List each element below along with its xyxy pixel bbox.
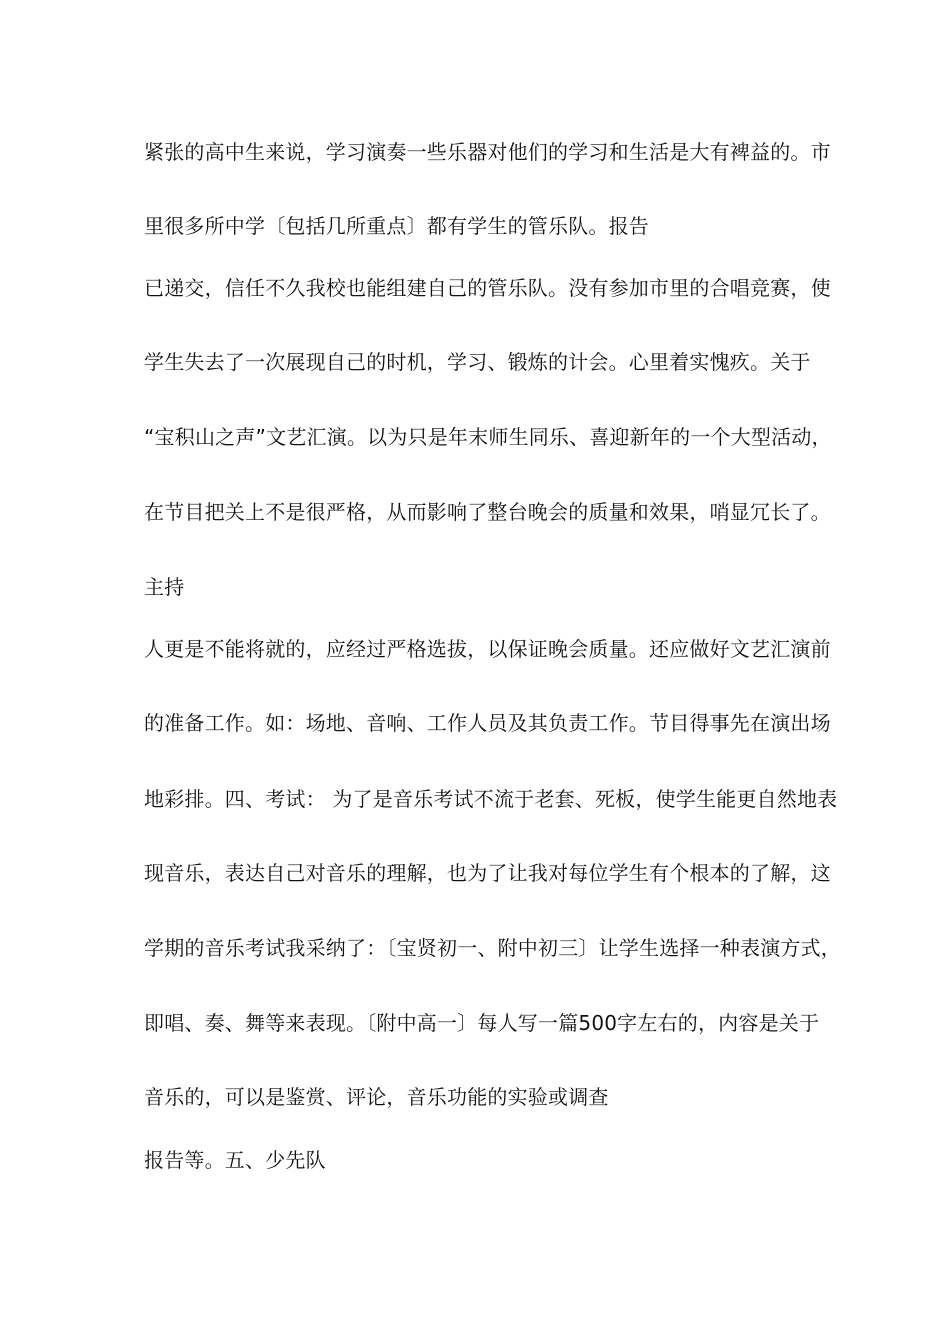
body-text-line: 现音乐，表达自己对音乐的理解，也为了让我对每位学生有个根本的了解，这 xyxy=(144,861,831,885)
body-text-line: 即唱、奏、舞等来表现。〔附中高一〕每人写一篇500字左右的，内容是关于 xyxy=(144,1011,820,1035)
body-text-line: 学生失去了一次展现自己的时机，学习、锻炼的计会。心里着实愧疚。关于 xyxy=(144,350,811,374)
body-text-line: 主持 xyxy=(144,575,185,599)
body-text-line: 里很多所中学〔包括几所重点〕都有学生的管乐队。报告 xyxy=(144,214,649,238)
body-text-line: 的准备工作。如：场地、音响、工作人员及其负责工作。节目得事先在演出场 xyxy=(144,711,831,735)
body-text-line: 音乐的，可以是鉴赏、评论，音乐功能的实验或调查 xyxy=(144,1085,609,1109)
body-text-line: 报告等。五、少先队 xyxy=(144,1148,326,1172)
body-text-line: 人更是不能将就的，应经过严格选拔，以保证晚会质量。还应做好文艺汇演前 xyxy=(144,637,831,661)
body-text-line: 学期的音乐考试我采纳了：〔宝贤初一、附中初三〕让学生选择一种表演方式， xyxy=(144,936,841,960)
body-text-line: 已递交，信任不久我校也能组建自己的管乐队。没有参加市里的合唱竞赛，使 xyxy=(144,276,831,300)
body-text-line: “宝积山之声”文艺汇演。以为只是年末师生同乐、喜迎新年的一个大型活动， xyxy=(144,425,832,449)
body-text-line: 在节目把关上不是很严格，从而影响了整台晚会的质量和效果，哨显冗长了。 xyxy=(144,500,831,524)
body-text-line: 地彩排。四、考试： 为了是音乐考试不流于老套、死板，使学生能更自然地表 xyxy=(144,787,838,811)
body-text-line: 紧张的高中生来说，学习演奏一些乐器对他们的学习和生活是大有裨益的。市 xyxy=(144,140,831,164)
